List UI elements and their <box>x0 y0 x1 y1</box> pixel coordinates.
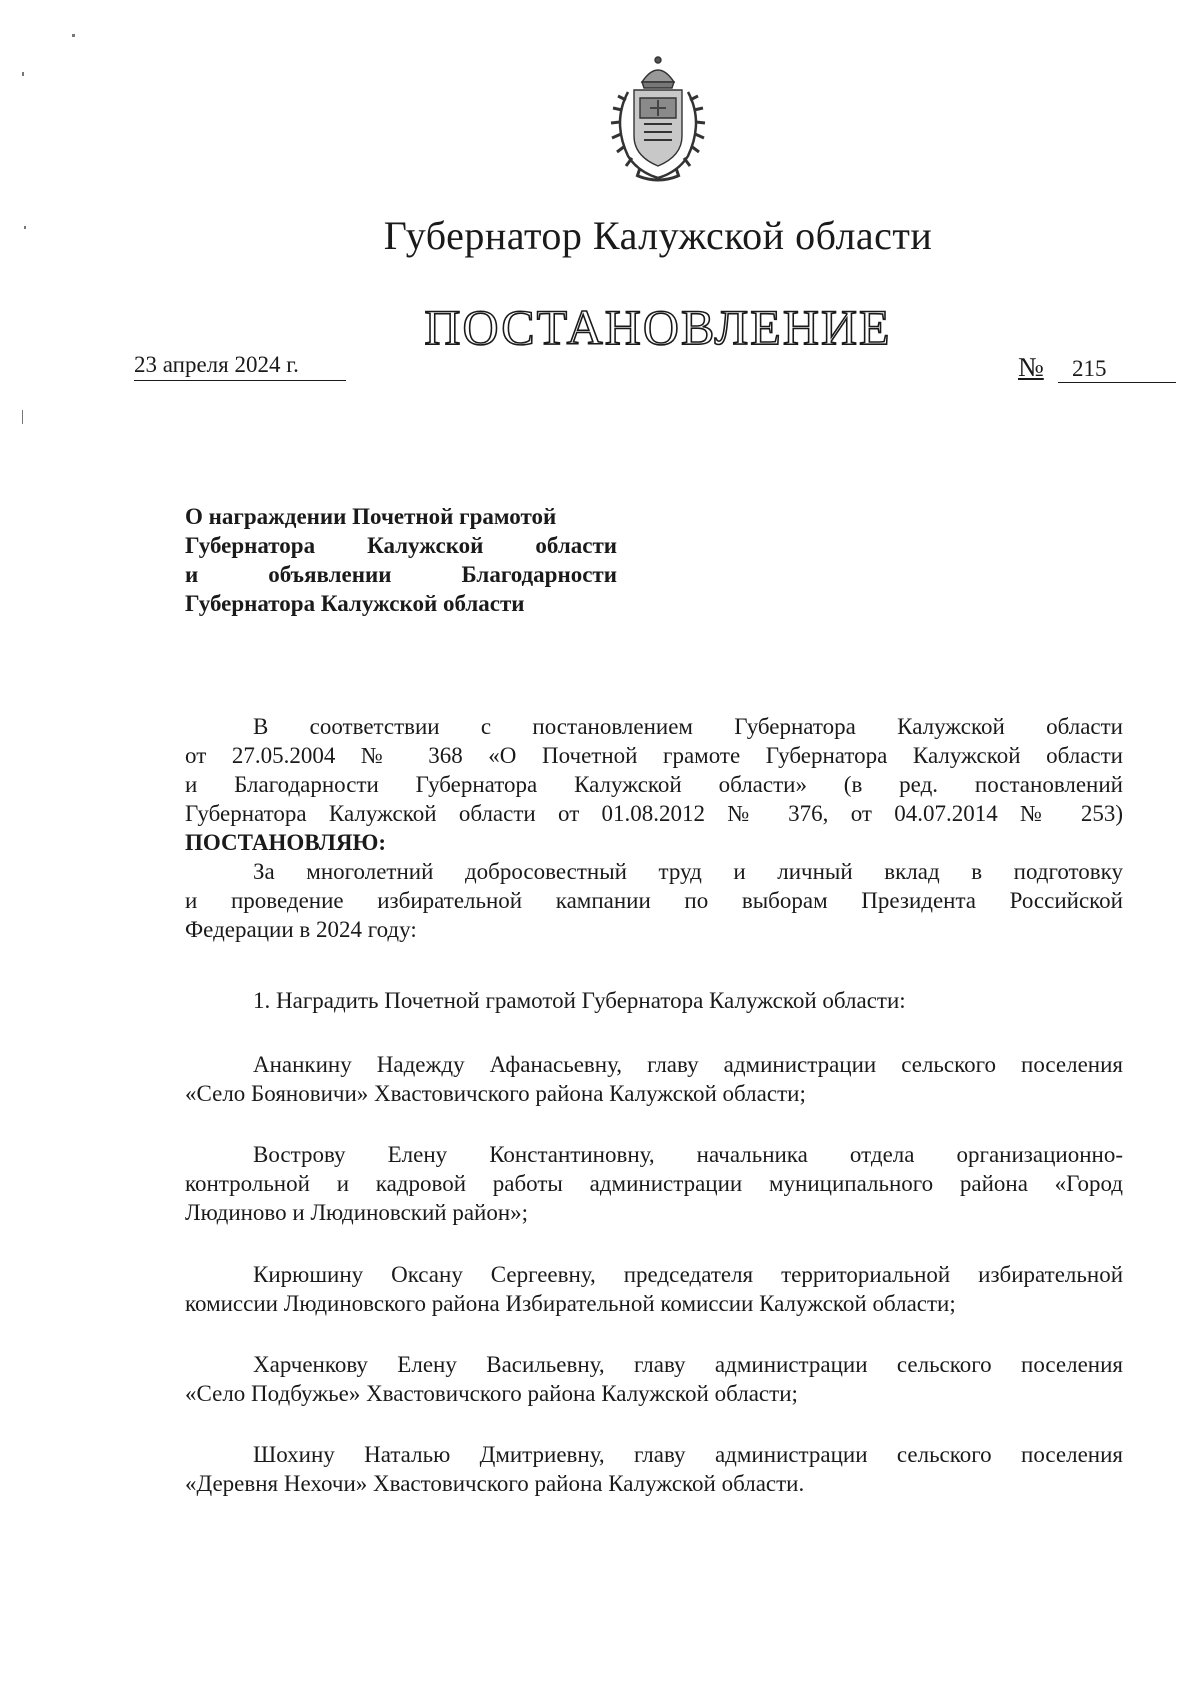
document-date: 23 апреля 2024 г. <box>134 352 346 381</box>
preamble <box>185 712 1123 944</box>
awardee-entry <box>185 1260 1123 1318</box>
awardee-line: Людиново и Людиновский район»; <box>185 1200 529 1225</box>
preamble-line: и Благодарности Губернатора Калужской области» (в ред. постановлений <box>185 772 1123 797</box>
preamble-line: Губернатора Калужской области от 01.08.2012 № 376, от 04.07.2014 № 253) <box>185 801 1123 826</box>
item-1 <box>185 986 1123 1015</box>
subject-line: и объявлении Благодарности <box>185 562 617 587</box>
awardee-entry <box>185 1050 1123 1108</box>
reason-line: и проведение избирательной кампании по выборам Президента Российской <box>185 888 1123 913</box>
reason-line: Федерации в 2024 году: <box>185 917 417 942</box>
preamble-line: от 27.05.2004 № 368 «О Почетной грамоте Губернатора Калужской области <box>185 743 1123 768</box>
item-1-text: 1. Наградить Почетной грамотой Губернатора Калужской области: <box>253 988 906 1013</box>
scan-speck <box>22 410 23 424</box>
awardee-entry <box>185 1440 1123 1498</box>
number-sign: № <box>1018 352 1044 382</box>
scan-speck <box>72 34 75 37</box>
subject-line: Губернатора Калужской области <box>185 533 617 558</box>
subject-line: Губернатора Калужской области <box>185 591 525 616</box>
preamble-line: В соответствии с постановлением Губернатора Калужской области <box>253 714 1123 739</box>
awardee-line: контрольной и кадровой работы администрации муниципального района «Город <box>185 1171 1123 1196</box>
document-subject <box>185 502 617 618</box>
awardee-line: «Село Подбужье» Хвастовичского района Калужской области; <box>185 1381 798 1406</box>
awardee-line: Харченкову Елену Васильевну, главу администрации сельского поселения <box>253 1352 1123 1377</box>
awardee-line: Кирюшину Оксану Сергеевну, председателя территориальной избирательной <box>253 1262 1123 1287</box>
issuer-title: Губернатор Калужской области <box>383 213 933 258</box>
awardee-line: «Деревня Нехочи» Хвастовичского района Калужской области. <box>185 1471 805 1496</box>
awardee-line: Вострову Елену Константиновну, начальника отдела организационно- <box>253 1142 1123 1167</box>
scan-speck <box>22 72 24 76</box>
document-number <box>1018 352 1186 383</box>
document-type: ПОСТАНОВЛЕНИЕ <box>424 299 892 355</box>
awardee-line: Шохину Наталью Дмитриевну, главу администрации сельского поселения <box>253 1442 1123 1467</box>
coat-of-arms-icon <box>598 52 718 188</box>
awardee-entry <box>185 1140 1123 1227</box>
awardee-entry <box>185 1350 1123 1408</box>
decree-word: ПОСТАНОВЛЯЮ: <box>185 830 387 855</box>
awardee-line: Ананкину Надежду Афанасьевну, главу администрации сельского поселения <box>253 1052 1123 1077</box>
awardee-line: «Село Бояновичи» Хвастовичского района Калужской области; <box>185 1081 806 1106</box>
number-value: 215 <box>1058 356 1176 383</box>
reason-line: За многолетний добросовестный труд и личный вклад в подготовку <box>253 859 1123 884</box>
subject-line: О награждении Почетной грамотой <box>185 504 557 529</box>
awardee-line: комиссии Людиновского района Избирательной комиссии Калужской области; <box>185 1291 956 1316</box>
